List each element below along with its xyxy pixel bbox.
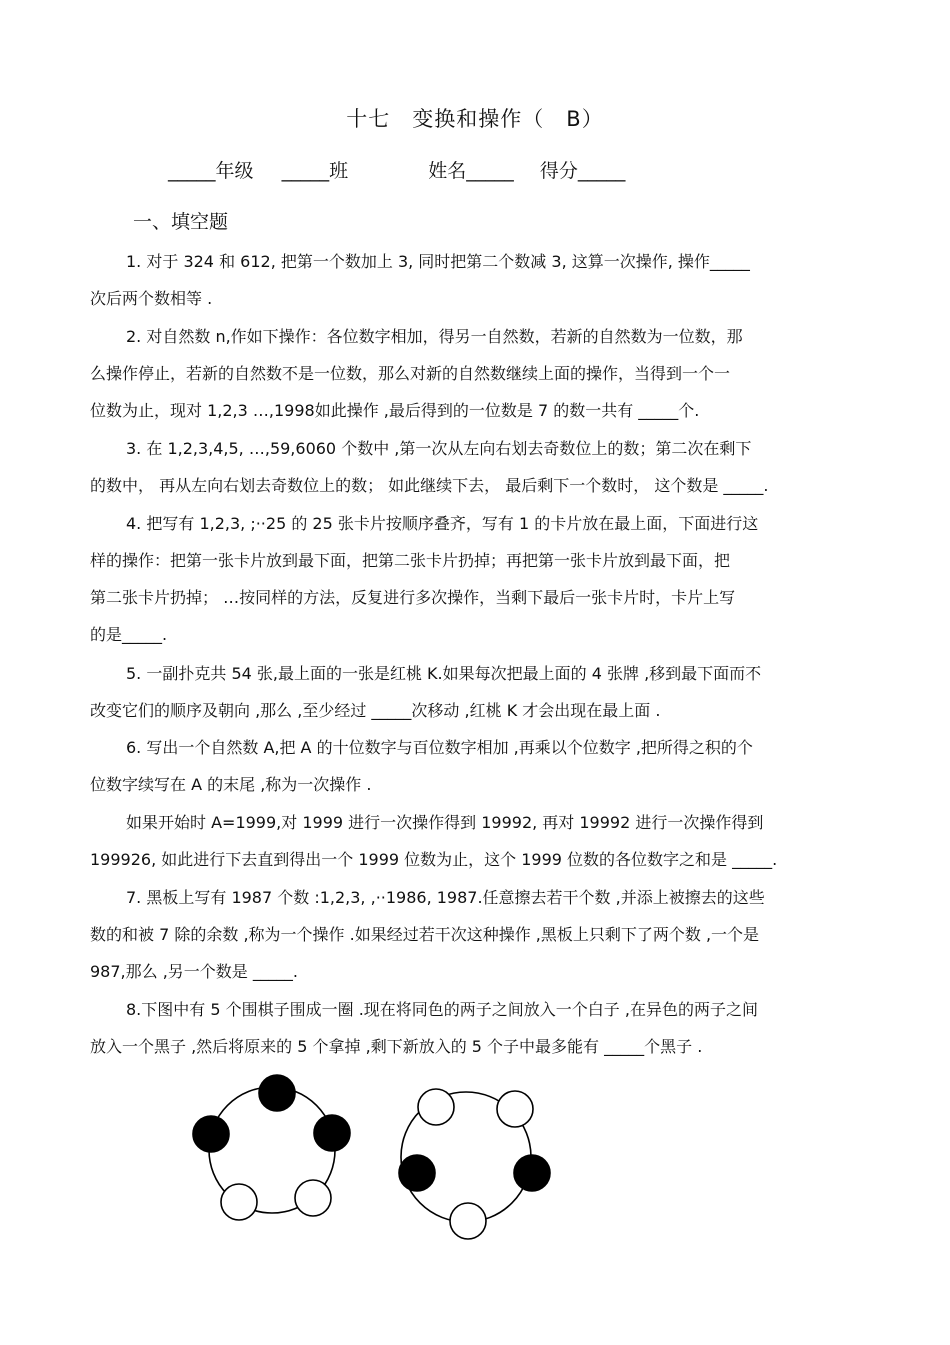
problem-line: 1. 对于 324 和 612, 把第一个数加上 3, 同时把第二个数减 3, 这算一次操作, 操作_____ bbox=[126, 252, 750, 271]
problem-line: 数的和被 7 除的余数 ,称为一个操作 .如果经过若干次这种操作 ,黑板上只剩下了两个数 ,一个是 bbox=[90, 925, 760, 944]
white-stone bbox=[418, 1089, 454, 1125]
white-stone bbox=[295, 1180, 331, 1216]
white-stone bbox=[450, 1203, 486, 1239]
page-title: 十七 变换和操作（ B） bbox=[346, 107, 604, 131]
problem-line: 7. 黑板上写有 1987 个数 :1,2,3, ,··1986, 1987.任意擦去若干个数 ,并添上被擦去的这些 bbox=[126, 888, 765, 907]
black-stone bbox=[314, 1115, 350, 1151]
problem-line: 的数中， 再从左向右划去奇数位上的数； 如此继续下去， 最后剩下一个数时， 这个数是 _____. bbox=[90, 476, 769, 495]
score-field: 得分_____ bbox=[539, 160, 626, 182]
problem-line: 次后两个数相等 . bbox=[90, 289, 213, 308]
problem-line: 放入一个黑子 ,然后将原来的 5 个拿掉 ,剩下新放入的 5 个子中最多能有 _____个黑子 . bbox=[90, 1037, 703, 1056]
problem-line: 5. 一副扑克共 54 张,最上面的一张是红桃 K.如果每次把最上面的 4 张牌 ,移到最下面而不 bbox=[126, 664, 762, 683]
black-stone bbox=[259, 1075, 295, 1111]
black-stone bbox=[514, 1155, 550, 1191]
problem-line: 3. 在 1,2,3,4,5, …,59,6060 个数中 ,第一次从左向右划去奇数位上的数；第二次在剩下 bbox=[126, 439, 752, 458]
black-stone bbox=[399, 1155, 435, 1191]
black-stone bbox=[193, 1116, 229, 1152]
problem-line: 199926, 如此进行下去直到得出一个 1999 位数为止，这个 1999 位数的各位数字之和是 _____. bbox=[90, 850, 778, 869]
problem-7 bbox=[90, 879, 870, 990]
problem-5 bbox=[90, 655, 870, 729]
white-stone bbox=[497, 1091, 533, 1127]
problem-line: 样的操作：把第一张卡片放到最下面，把第二张卡片扔掉；再把第一张卡片放到最下面，把 bbox=[90, 551, 731, 570]
problem-line: 改变它们的顺序及朝向 ,那么 ,至少经过 _____次移动 ,红桃 K 才会出现在最上面 . bbox=[90, 701, 661, 720]
problem-line: 2. 对自然数 n,作如下操作：各位数字相加，得另一自然数，若新的自然数为一位数，那 bbox=[126, 327, 743, 346]
problem-line: 位数字续写在 A 的末尾 ,称为一次操作 . bbox=[90, 775, 372, 794]
grade-field: _____年级 bbox=[168, 160, 254, 182]
stone-ring-left bbox=[180, 1065, 370, 1235]
problem-line: 6. 写出一个自然数 A,把 A 的十位数字与百位数字相加 ,再乘以个位数字 ,把所得之积的个 bbox=[126, 738, 753, 757]
problem-1 bbox=[90, 243, 870, 317]
problem-4 bbox=[90, 505, 870, 653]
white-stone bbox=[221, 1184, 257, 1220]
problem-6 bbox=[90, 729, 870, 803]
student-info-line bbox=[168, 156, 625, 183]
problem-line: 位数为止，现对 1,2,3 …,1998如此操作 ,最后得到的一位数是 7 的数一共有 _____个. bbox=[90, 401, 700, 420]
problem-line: 的是_____. bbox=[90, 625, 168, 644]
problem-line: 8.下图中有 5 个围棋子围成一圈 .现在将同色的两子之间放入一个白子 ,在异色的两子之间 bbox=[126, 1000, 758, 1019]
stone-ring-right bbox=[390, 1075, 570, 1240]
name-field: 姓名_____ bbox=[428, 160, 514, 182]
problem-line: 么操作停止，若新的自然数不是一位数，那么对新的自然数继续上面的操作，当得到一个一 bbox=[90, 364, 731, 383]
problem-6-continued bbox=[90, 804, 870, 878]
problem-3 bbox=[90, 430, 870, 504]
problem-2 bbox=[90, 318, 870, 429]
problem-line: 第二张卡片扔掉； …按同样的方法，反复进行多次操作，当剩下最后一张卡片时，卡片上写 bbox=[90, 588, 736, 607]
class-field: _____班 bbox=[281, 160, 349, 182]
problem-line: 如果开始时 A=1999,对 1999 进行一次操作得到 19992, 再对 19992 进行一次操作得到 bbox=[126, 813, 764, 832]
section-heading: 一、填空题 bbox=[133, 211, 229, 233]
problem-line: 987,那么 ,另一个数是 _____. bbox=[90, 962, 298, 981]
problem-line: 4. 把写有 1,2,3, ;··25 的 25 张卡片按顺序叠齐，写有 1 的卡片放在最上面，下面进行这 bbox=[126, 514, 759, 533]
problem-8 bbox=[90, 991, 870, 1065]
